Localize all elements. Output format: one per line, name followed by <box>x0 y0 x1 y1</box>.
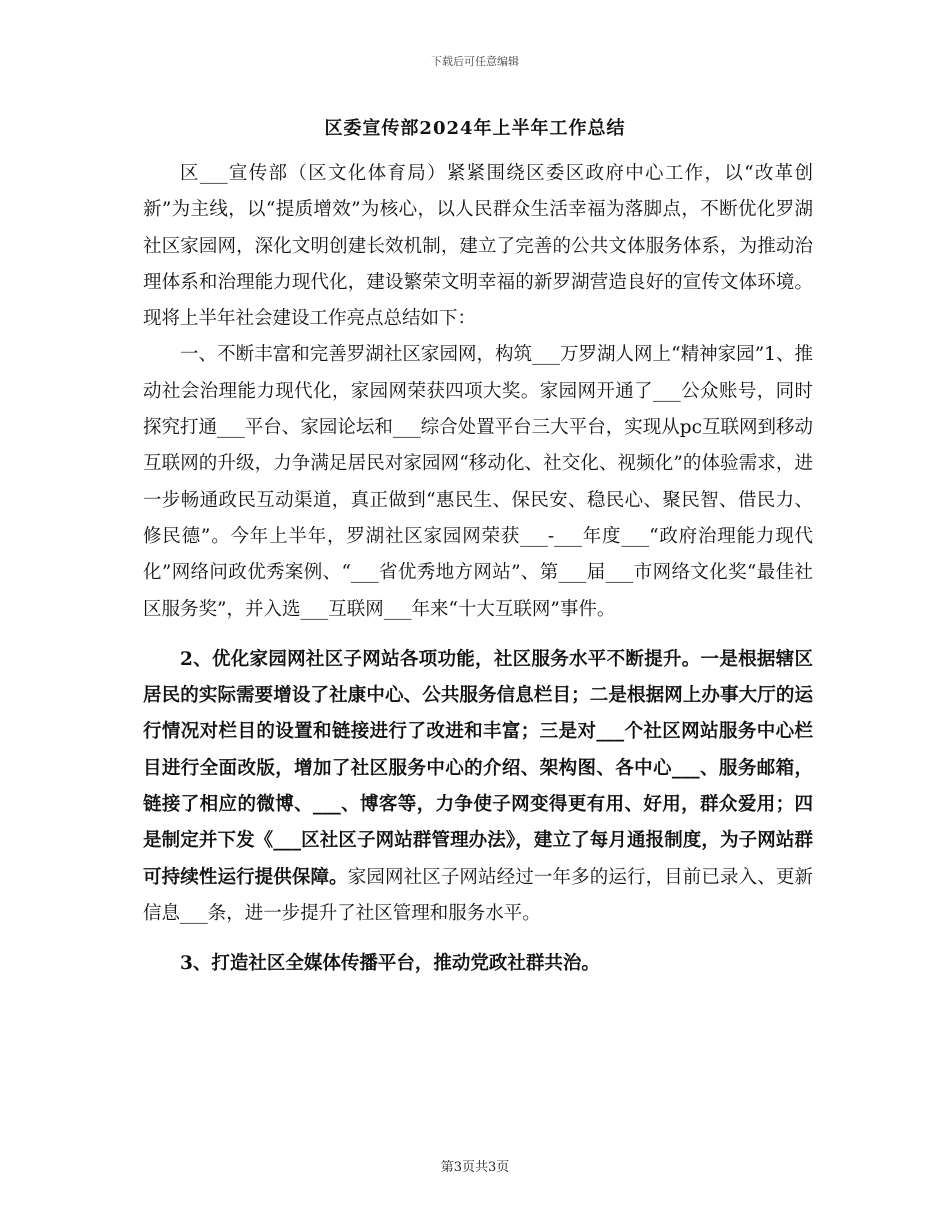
page-footer: 第3页共3页 <box>440 1160 510 1175</box>
section-3-heading: 3、打造社区全媒体传播平台，推动党政社群共治。 <box>180 953 600 975</box>
section-1-paragraph: 一、不断丰富和完善罗湖社区家园网，构筑___万罗湖人网上“精神家园”1、推动社会治理能力现代化，家园网荣获四项大奖。家园网开通了___公众账号，同时探究打通___平台、家园论坛和___综合处置平台三大平台，实现从pc互联网到移动互联网的升级，力争满足居民对家园网“移动化、社交化、视频化”的体验需求，进一步畅通政民互动渠道，真正做到“惠民生、保民安、稳民心、聚民智、借民力、修民德”。今年上半年，罗湖社区家园网荣获___-___年度___“政府治理能力现代化”网络问政优秀案例、“___省优秀地方网站”、第___届___市网络文化奖“最佳社区服务奖”，并入选___互联网___年来“十大互联网”事件。 <box>143 344 813 620</box>
section-2-paragraph <box>143 642 813 932</box>
header-note: 下载后可任意编辑 <box>431 55 519 68</box>
section-2-heading-text: 2、优化家园网社区子网站各项功能，社区服务水平不断提升。一是根据辖区居民的实际需要增设了社康中心、公共服务信息栏目；二是根据网上办事大厅的运行情况对栏目的设置和链接进行了改进和丰富；三是对___个社区网站服务中心栏目进行全面改版，增加了社区服务中心的介绍、架构图、各中心___、服务邮箱，链接了相应的微博、___、博客等，力争使子网变得更有用、好用，群众爱用；四是制定并下发《___区社区子网站群管理办法》，建立了每月通报制度，为子网站群可持续性运行提供保障。 <box>143 648 813 888</box>
document-body <box>143 156 813 983</box>
document-title: 区委宣传部2024年上半年工作总结 <box>324 118 626 139</box>
intro-paragraph: 区___宣传部（区文化体育局）紧紧围绕区委区政府中心工作，以“改革创新”为主线，以“提质增效”为核心，以人民群众生活幸福为落脚点，不断优化罗湖社区家园网，深化文明创建长效机制，建立了完善的公共文体服务体系，为推动治理体系和治理能力现代化，建设繁荣文明幸福的新罗湖营造良好的宣传文体环境。现将上半年社会建设工作亮点总结如下： <box>143 163 813 330</box>
section-2-body-text: 家园网社区子网站经过一年多的运行，目前已录入、更新信息___条，进一步提升了社区管理和服务水平。 <box>143 866 813 924</box>
